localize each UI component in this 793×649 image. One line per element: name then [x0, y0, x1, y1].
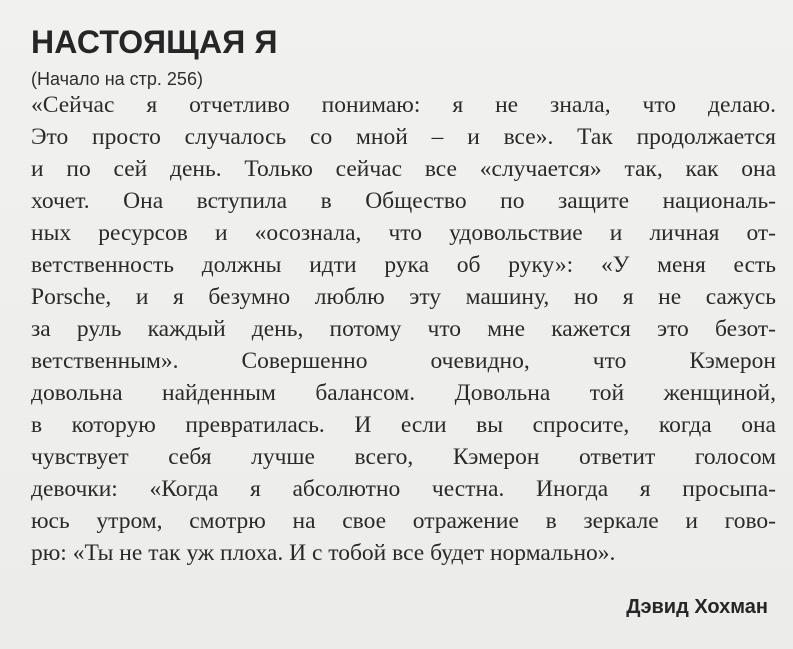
body-line: и по сей день. Только сейчас все «случается» так, как она: [31, 156, 776, 182]
body-line: Porsche, и я безумно люблю эту машину, но я не сажусь: [31, 284, 776, 310]
body-line: девочки: «Когда я абсолютно честна. Иногда я просыпа-: [31, 476, 776, 502]
body-line: ветственным». Совершенно очевидно, что Кэмерон: [31, 348, 776, 374]
author-byline: Дэвид Хохман: [626, 596, 768, 618]
article-body: [31, 89, 776, 569]
body-line: Это просто случалось со мной – и все». Так продолжается: [31, 124, 776, 150]
body-line: юсь утром, смотрю на свое отражение в зеркале и гово-: [31, 508, 776, 534]
body-line: хочет. Она вступила в Общество по защите националь-: [31, 188, 776, 214]
continued-from-note: (Начало на стр. 256): [31, 69, 203, 89]
body-line: «Сейчас я отчетливо понимаю: я не знала, что делаю.: [31, 92, 776, 118]
body-line: в которую превратилась. И если вы спросите, когда она: [31, 412, 776, 438]
body-line: ветственность должны идти рука об руку»: «У меня есть: [31, 252, 776, 278]
article-title: НАСТОЯЩАЯ Я: [31, 24, 278, 60]
body-line: за руль каждый день, потому что мне кажется это безот-: [31, 316, 776, 342]
body-line: рю: «Ты не так уж плоха. И с тобой все будет нормально».: [31, 540, 616, 566]
body-line: довольна найденным балансом. Довольна той женщиной,: [31, 380, 776, 406]
body-line: ных ресурсов и «осознала, что удовольствие и личная от-: [31, 220, 776, 246]
body-line: чувствует себя лучше всего, Кэмерон ответит голосом: [31, 444, 776, 470]
